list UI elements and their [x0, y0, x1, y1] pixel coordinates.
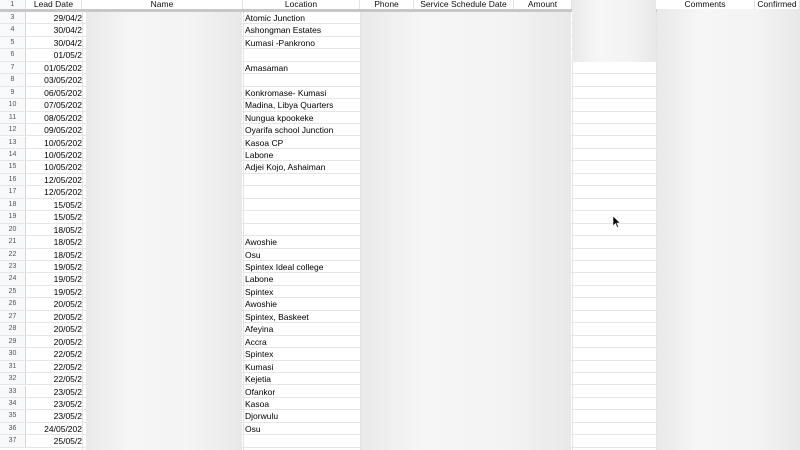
lead-date-cell[interactable]: 24/05/202	[44, 423, 82, 434]
row-number[interactable]: 20	[0, 224, 26, 235]
row-number[interactable]: 11	[0, 112, 26, 123]
row-number[interactable]: 26	[0, 298, 26, 309]
row-number[interactable]: 18	[0, 199, 26, 210]
location-cell[interactable]	[245, 199, 360, 210]
location-cell[interactable]: Labone	[245, 274, 274, 285]
row-number[interactable]: 37	[0, 435, 26, 446]
row-number[interactable]: 22	[0, 249, 26, 260]
location-cell[interactable]: Spintex, Baskeet	[245, 311, 309, 322]
row-number[interactable]: 21	[0, 236, 26, 247]
location-cell[interactable]: Awoshie	[245, 237, 277, 248]
row-number[interactable]: 31	[0, 361, 26, 372]
lead-date-cell[interactable]: 23/05/2	[53, 386, 82, 397]
location-cell[interactable]	[245, 74, 360, 85]
row-number[interactable]: 30	[0, 348, 26, 359]
lead-date-cell[interactable]: 01/05/2	[53, 50, 82, 61]
location-cell[interactable]	[245, 174, 360, 185]
location-cell[interactable]: Djorwulu	[245, 411, 279, 422]
location-cell[interactable]: Accra	[245, 336, 267, 347]
header-confirmed[interactable]: Confirmed	[755, 0, 800, 9]
header-comments[interactable]: Comments	[656, 0, 755, 9]
row-number[interactable]: 35	[0, 410, 26, 421]
header-lead-date[interactable]: Lead Date	[26, 0, 82, 9]
lead-date-cell[interactable]: 08/05/202	[44, 112, 82, 123]
row-number[interactable]: 7	[0, 62, 26, 73]
row-number[interactable]: 29	[0, 336, 26, 347]
row-number[interactable]: 19	[0, 211, 26, 222]
row-number[interactable]: 36	[0, 423, 26, 434]
row-number[interactable]: 14	[0, 149, 26, 160]
row-number[interactable]: 23	[0, 261, 26, 272]
lead-date-cell[interactable]: 20/05/2	[53, 324, 82, 335]
lead-date-cell[interactable]: 19/05/2	[53, 274, 82, 285]
row-number[interactable]: 3	[0, 12, 26, 23]
location-cell[interactable]: Kejetia	[245, 374, 271, 385]
lead-date-cell[interactable]: 12/05/202	[44, 187, 82, 198]
redacted-phone-schedule-amount	[361, 12, 571, 450]
lead-date-cell[interactable]: 19/05/2	[53, 286, 82, 297]
lead-date-cell[interactable]: 18/05/2	[53, 249, 82, 260]
lead-date-cell[interactable]: 15/05/2	[53, 199, 82, 210]
header-service-schedule-date[interactable]: Service Schedule Date	[414, 0, 514, 9]
row-number[interactable]: 8	[0, 74, 26, 85]
lead-date-cell[interactable]: 18/05/2	[53, 237, 82, 248]
lead-date-cell[interactable]: 12/05/202	[44, 174, 82, 185]
location-cell[interactable]	[245, 435, 360, 446]
location-cell[interactable]: Amasaman	[245, 62, 288, 73]
location-cell[interactable]	[245, 186, 360, 197]
location-cell[interactable]: Spintex	[245, 286, 274, 297]
location-cell[interactable]: Awoshie	[245, 299, 277, 310]
location-cell[interactable]: Konkromase- Kumasi	[245, 87, 327, 98]
lead-date-cell[interactable]: 10/05/202	[44, 162, 82, 173]
lead-date-cell[interactable]: 23/05/2	[53, 411, 82, 422]
row-number[interactable]: 5	[0, 37, 26, 48]
row-number[interactable]: 33	[0, 386, 26, 397]
row-number[interactable]: 32	[0, 373, 26, 384]
lead-date-cell[interactable]: 22/05/2	[53, 361, 82, 372]
location-cell[interactable]: Spintex	[245, 349, 274, 360]
location-cell[interactable]: Kumasi	[245, 361, 274, 372]
row-number[interactable]: 10	[0, 99, 26, 110]
lead-date-cell[interactable]: 20/05/2	[53, 336, 82, 347]
lead-date-cell[interactable]: 09/05/202	[44, 125, 82, 136]
lead-date-cell[interactable]: 10/05/202	[44, 137, 82, 148]
header-row	[0, 0, 800, 9]
location-cell[interactable]: Osu	[245, 249, 261, 260]
location-cell[interactable]	[245, 211, 360, 222]
redacted-comments-confirmed	[657, 9, 800, 450]
location-cell[interactable]	[245, 49, 360, 60]
location-cell[interactable]: Kumasi -Pankrono	[245, 37, 315, 48]
header-phone-number[interactable]: Phone	[360, 0, 414, 9]
lead-date-cell[interactable]: 18/05/2	[53, 224, 82, 235]
redacted-name-column	[86, 12, 242, 450]
location-cell[interactable]: Kasoa	[245, 398, 270, 409]
lead-date-cell[interactable]: 01/05/202	[44, 62, 82, 73]
lead-date-cell[interactable]: 20/05/2	[53, 299, 82, 310]
row-number[interactable]: 9	[0, 87, 26, 98]
header-row-number[interactable]: 1	[0, 0, 26, 9]
row-number[interactable]: 6	[0, 49, 26, 60]
location-cell[interactable]: Atomic Junction	[245, 13, 305, 23]
lead-date-cell[interactable]: 07/05/202	[44, 100, 82, 111]
lead-date-cell[interactable]: 29/04/2	[53, 13, 82, 23]
location-cell[interactable]: Adjei Kojo, Ashaiman	[245, 162, 326, 173]
row-number[interactable]: 24	[0, 273, 26, 284]
location-cell[interactable]: Labone	[245, 149, 274, 160]
lead-date-cell[interactable]: 25/05/2	[53, 436, 82, 447]
location-cell[interactable]: Ofankor	[245, 386, 276, 397]
location-cell[interactable]: Nungua kpookeke	[245, 112, 314, 123]
lead-date-cell[interactable]: 22/05/2	[53, 374, 82, 385]
redacted-block	[572, 0, 656, 62]
row-number[interactable]: 15	[0, 161, 26, 172]
location-cell[interactable]	[245, 224, 360, 235]
row-number[interactable]: 4	[0, 24, 26, 35]
lead-date-cell[interactable]: 20/05/2	[53, 311, 82, 322]
lead-date-cell[interactable]: 15/05/2	[53, 212, 82, 223]
location-cell[interactable]: Afeyina	[245, 324, 274, 335]
row-number[interactable]: 17	[0, 186, 26, 197]
lead-date-cell[interactable]: 06/05/202	[44, 87, 82, 98]
row-number[interactable]: 25	[0, 286, 26, 297]
location-cell[interactable]: Madina, Libya Quarters	[245, 100, 334, 111]
location-cell[interactable]: Ashongman Estates	[245, 25, 322, 36]
row-number[interactable]: 27	[0, 311, 26, 322]
location-cell[interactable]: Kasoa CP	[245, 137, 284, 148]
lead-date-cell[interactable]: 19/05/2	[53, 262, 82, 272]
location-cell[interactable]: Oyarifa school Junction	[245, 125, 334, 136]
row-number[interactable]: 28	[0, 323, 26, 334]
lead-date-cell[interactable]: 30/04/2	[53, 25, 82, 36]
row-number[interactable]: 13	[0, 137, 26, 148]
row-number[interactable]: 16	[0, 174, 26, 185]
row-number[interactable]: 12	[0, 124, 26, 135]
location-cell[interactable]: Spintex Ideal college	[245, 262, 324, 272]
lead-date-cell[interactable]: 30/04/2	[53, 37, 82, 48]
row-number[interactable]: 34	[0, 398, 26, 409]
lead-date-cell[interactable]: 22/05/2	[53, 349, 82, 360]
location-cell[interactable]: Osu	[245, 423, 261, 434]
lead-date-cell[interactable]: 23/05/2	[53, 398, 82, 409]
header-name[interactable]: Name	[82, 0, 243, 9]
header-location[interactable]: Location	[243, 0, 360, 9]
lead-date-cell[interactable]: 10/05/202	[44, 149, 82, 160]
lead-date-cell[interactable]: 03/05/202	[44, 75, 82, 86]
header-amount[interactable]: Amount	[514, 0, 572, 9]
